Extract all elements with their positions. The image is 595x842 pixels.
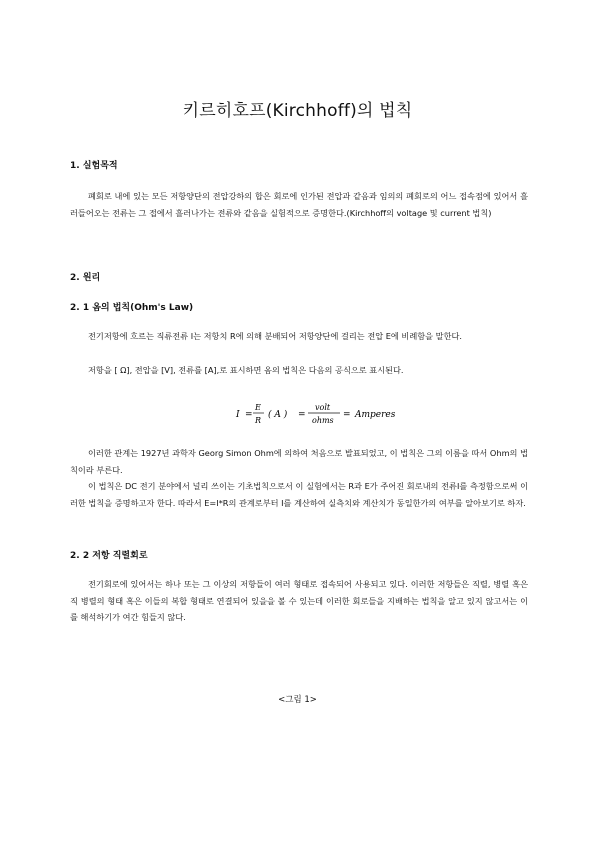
- section-heading-principle: 2. 원리: [70, 273, 101, 283]
- formula-frac2-numerator: volt: [315, 403, 331, 412]
- paragraph-text: 저항을 [ Ω], 전압을 [V], 전류를 [A],로 표시하면 옴의 법칙은 다음의 공식으로 표시된다.: [88, 365, 404, 375]
- figure-caption: <그림 1>: [278, 695, 317, 705]
- ohms-law-formula: [0, 400, 595, 428]
- paragraph-ohms-law-1: [70, 328, 528, 345]
- section-heading-series-circuit: 2. 2 저항 직렬회로: [70, 551, 148, 561]
- formula-equals-3: =: [343, 410, 351, 420]
- paragraph-ohms-law-4: [70, 478, 528, 511]
- formula-equals-2: =: [298, 410, 306, 420]
- document-title: 키르히호프(Kirchhoff)의 법칙: [182, 101, 413, 121]
- paragraph-text: 이러한 관계는 1927년 과학자 Georg Simon Ohm에 의하여 처음으로 발표되었고, 이 법칙은 그의 이름을 따서 Ohm의 법칙이라 부른다.: [70, 448, 528, 475]
- formula-unit: ( A ): [268, 410, 288, 420]
- formula-rhs: Amperes: [355, 410, 396, 420]
- formula-equals-1: =: [245, 410, 253, 420]
- section-heading-purpose: 1. 실험목적: [70, 161, 118, 171]
- paragraph-ohms-law-3: [70, 445, 528, 478]
- paragraph-text: 전기회로에 있어서는 하나 또는 그 이상의 저항들이 여러 형태로 접속되어 사용되고 있다. 이러한 저항들은 직렬, 병렬 혹은 직 병렬의 형태 혹은 이들의 복합 형태로 연결되어 있을을 볼 수 있는데 이러한 회로들을 지배하는 법칙을 알고 있지 않고서는 이를 해석하기가 여간 힘들지 않다.: [70, 579, 528, 622]
- paragraph-text: 전기저항에 흐르는 직류전류 I는 저항치 R에 의해 분배되어 저항양단에 걸리는 전압 E에 비례함을 말한다.: [88, 331, 462, 341]
- section-heading-ohms-law: 2. 1 옴의 법칙(Ohm's Law): [70, 303, 194, 313]
- paragraph-purpose: [70, 188, 528, 221]
- formula-frac2-denominator: ohms: [312, 416, 334, 425]
- paragraph-series-circuit: [70, 576, 528, 626]
- paragraph-text: 폐회로 내에 있는 모든 저항양단의 전압강하의 합은 회로에 인가된 전압과 같음과 임의의 폐회로의 어느 접속점에 있어서 흘러들어오는 전류는 그 접에서 흘러나가는 전류와 같음을 실험적으로 증명한다.(Kirchhoff의 voltage 및 current 법칙): [70, 191, 528, 218]
- formula-frac1-denominator: R: [255, 416, 262, 425]
- formula-frac1-numerator: E: [255, 403, 261, 412]
- formula-lhs: I: [236, 410, 240, 420]
- paragraph-text: 이 법칙은 DC 전기 분야에서 널리 쓰이는 기초법칙으로서 이 실험에서는 R과 E가 주어진 회로내의 전류I를 측정함으로써 이러한 법칙을 증명하고자 한다. 따라서 E=I*R의 관계로부터 I를 계산하여 실측치와 계산치가 동일한가의 여부를 알아보기로 하자.: [70, 481, 528, 508]
- paragraph-ohms-law-2: [70, 362, 528, 379]
